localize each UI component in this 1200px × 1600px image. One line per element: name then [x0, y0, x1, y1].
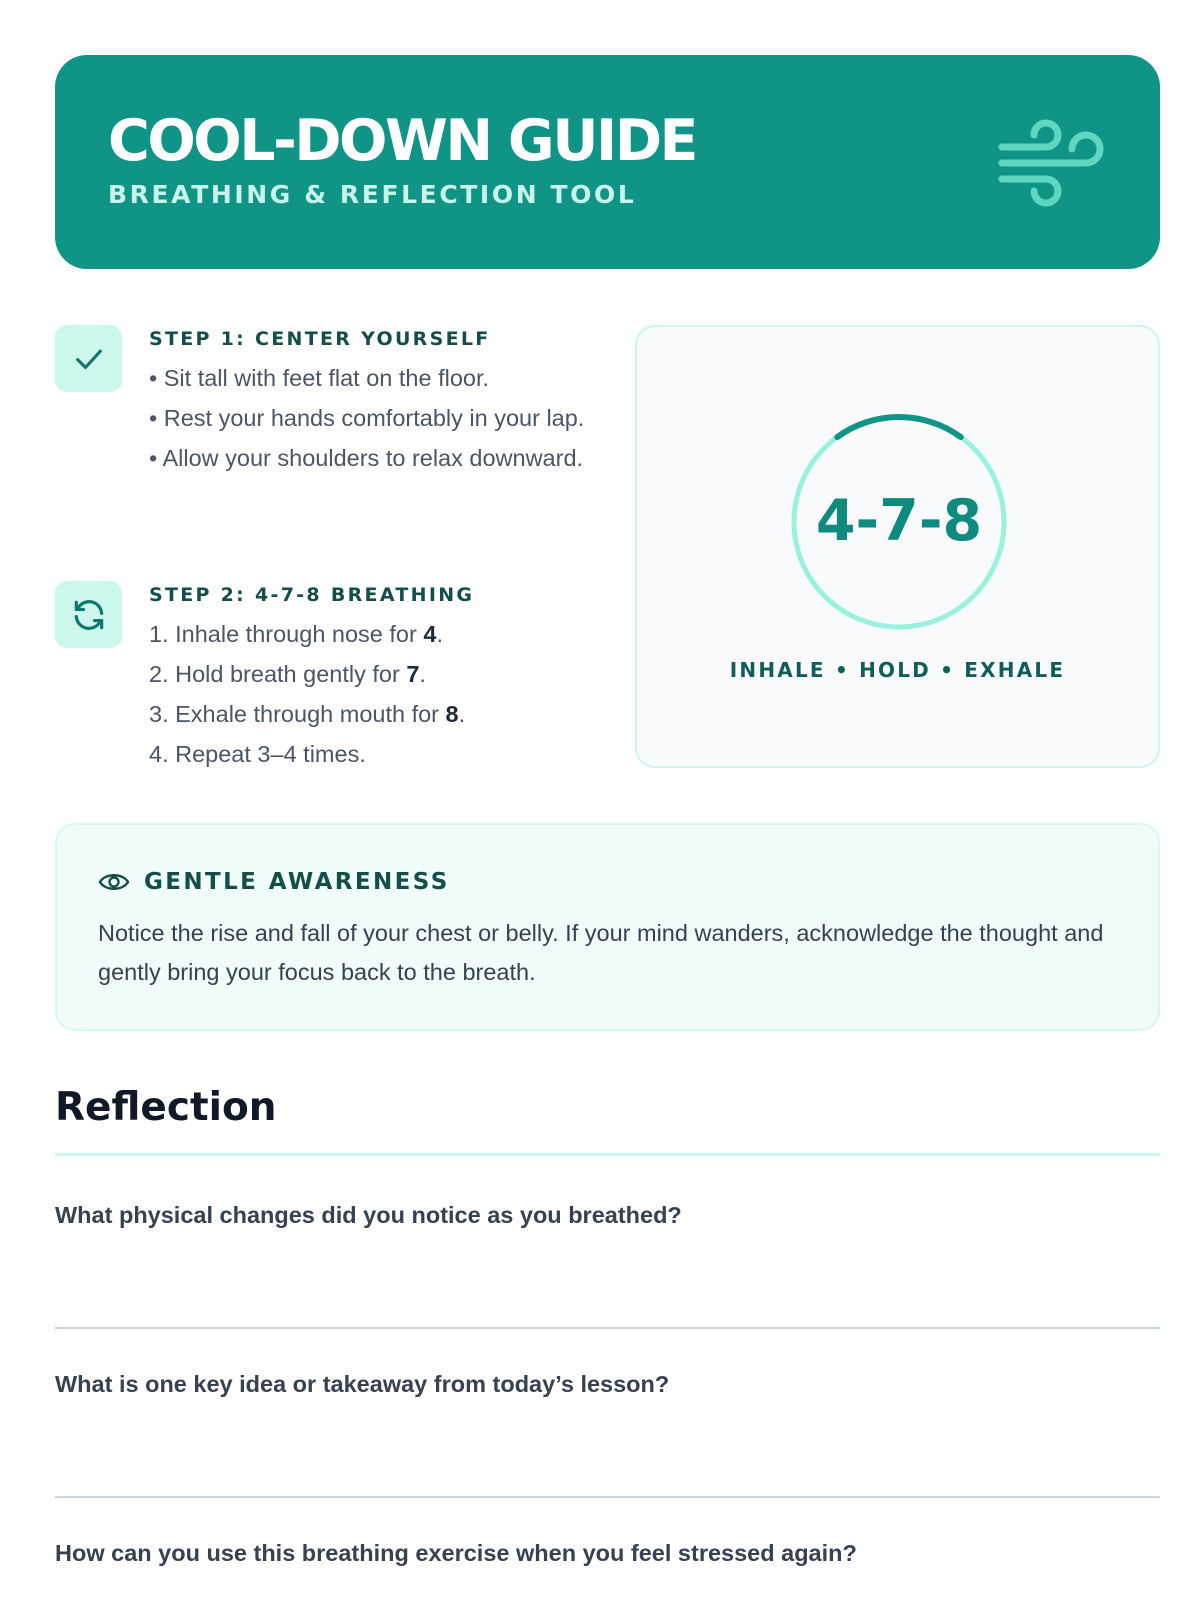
- step-title: STEP 2: 4-7-8 BREATHING: [149, 584, 475, 606]
- page-subtitle: BREATHING & REFLECTION TOOL: [108, 180, 637, 209]
- eye-icon: [98, 870, 130, 894]
- breathing-timer-card: [635, 325, 1160, 768]
- answer-line[interactable]: [55, 1327, 1160, 1329]
- reflection-heading: Reflection: [55, 1085, 277, 1130]
- list-item: • Sit tall with feet flat on the floor.: [149, 365, 490, 391]
- timer-caption: INHALE • HOLD • EXHALE: [729, 658, 1066, 682]
- awareness-title: GENTLE AWARENESS: [144, 869, 450, 895]
- divider: [55, 1153, 1160, 1156]
- wind-icon: [998, 117, 1108, 207]
- awareness-text: Notice the rise and fall of your chest or belly. If your mind wanders, acknowledge the thought and gently bring your focus back to the breath.: [98, 920, 1104, 985]
- reflection-question: What is one key idea or takeaway from today’s lesson?: [55, 1371, 670, 1397]
- list-item: • Rest your hands comfortably in your lap.: [149, 405, 585, 431]
- list-item: • Allow your shoulders to relax downward.: [149, 445, 584, 471]
- refresh-icon: [55, 581, 122, 648]
- list-item: 2. Hold breath gently for 7.: [149, 661, 426, 687]
- reflection-question: What physical changes did you notice as you breathed?: [55, 1202, 682, 1228]
- answer-line[interactable]: [55, 1496, 1160, 1498]
- page-title: COOL-DOWN GUIDE: [108, 108, 696, 174]
- list-item: 1. Inhale through nose for 4.: [149, 621, 443, 647]
- breathing-timer: [789, 412, 1009, 632]
- awareness-callout: [55, 823, 1160, 1031]
- list-item: 4. Repeat 3–4 times.: [149, 741, 366, 767]
- timer-label: 4-7-8: [815, 488, 983, 554]
- reflection-question: How can you use this breathing exercise when you feel stressed again?: [55, 1540, 857, 1566]
- header-banner: [55, 55, 1160, 269]
- step-title: STEP 1: CENTER YOURSELF: [149, 328, 491, 350]
- list-item: 3. Exhale through mouth for 8.: [149, 701, 466, 727]
- check-icon: [55, 325, 122, 392]
